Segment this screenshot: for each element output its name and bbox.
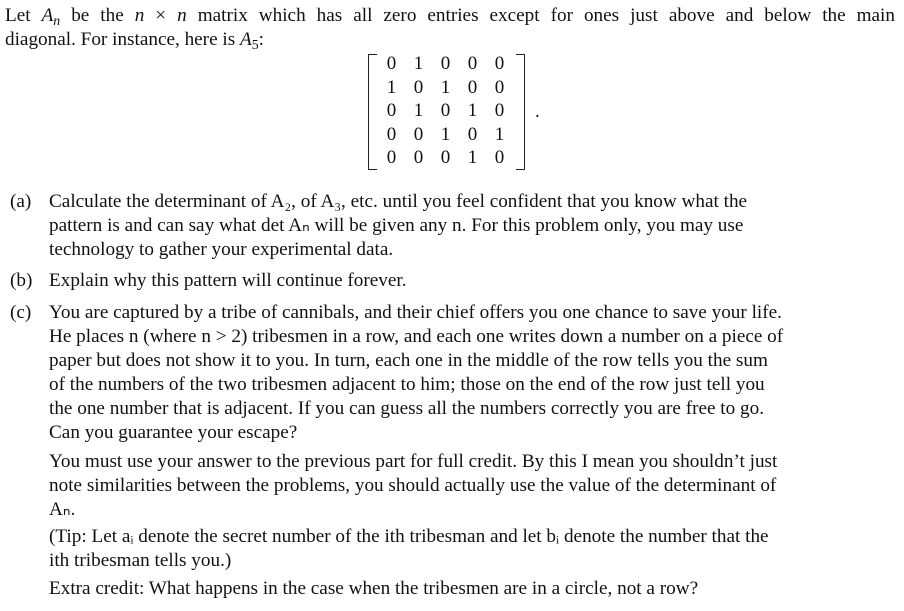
part-a-line: technology to gather your experimental data.	[49, 239, 394, 260]
matrix-cell: 0	[386, 100, 397, 121]
matrix-cell: 0	[413, 76, 424, 98]
matrix-cell: 0	[413, 147, 424, 168]
matrix-cell: 1	[386, 76, 397, 98]
left-bracket	[368, 54, 377, 170]
matrix-cell: 1	[413, 53, 424, 74]
matrix-cell: 0	[494, 147, 505, 168]
part-a-line: pattern is and can say what det Aₙ will be given any n. For this problem only, you may use	[49, 215, 744, 236]
part-label: (a)	[10, 191, 32, 212]
part-c-line: He places n (where n > 2) tribesmen in a row, and each one writes down a number on a piece of	[49, 326, 784, 347]
part-b-line: Explain why this pattern will continue forever.	[49, 270, 407, 291]
right-bracket	[516, 54, 525, 170]
matrix-grid	[378, 52, 513, 170]
matrix-cell: 1	[440, 123, 451, 145]
part-c-line: of the numbers of the two tribesmen adjacent to him; those on the end of the row just tell you	[49, 374, 765, 395]
intro-line-1: Let $A_n$ be the n × n matrix which has all zero entries except for ones just above and below the main	[5, 5, 895, 29]
matrix-cell: 0	[386, 147, 397, 168]
matrix-cell: 1	[494, 123, 505, 145]
matrix-cell: 0	[467, 76, 478, 98]
matrix-cell: 1	[467, 147, 478, 168]
part-c-requirement-line: Aₙ.	[49, 499, 76, 520]
part-c-line: Can you guarantee your escape?	[49, 422, 298, 443]
part-c-line: paper but does not show it to you. In turn, each one in the middle of the row tells you the sum	[49, 350, 768, 371]
tip-line: (Tip: Let aᵢ denote the secret number of the ith tribesman and let bᵢ denote the number that the	[49, 526, 769, 547]
extra-credit: Extra credit: What happens in the case when the tribesmen are in a circle, not a row?	[49, 578, 699, 599]
tip-line: ith tribesman tells you.)	[49, 550, 232, 571]
matrix-cell: 1	[440, 76, 451, 98]
matrix-cell: 0	[386, 123, 397, 145]
matrix-cell: 0	[494, 100, 505, 121]
part-c-line: You are captured by a tribe of cannibals, and their chief offers you one chance to save your life.	[49, 302, 782, 323]
part-c-requirement-line: You must use your answer to the previous part for full credit. By this I mean you shouldn’t just	[49, 451, 778, 472]
intro-paragraph	[5, 4, 895, 52]
matrix-cell: 0	[440, 53, 451, 74]
matrix-period: .	[535, 101, 540, 122]
matrix-cell: 0	[467, 53, 478, 74]
part-c-requirement-line: note similarities between the problems, you should actually use the value of the determinant of	[49, 475, 777, 496]
part-label: (c)	[10, 302, 32, 323]
part-label: (b)	[10, 270, 33, 291]
matrix-cell: 0	[494, 53, 505, 74]
matrix-cell: 0	[467, 123, 478, 145]
matrix-cell: 0	[494, 76, 505, 98]
matrix-cell: 1	[467, 100, 478, 121]
matrix-cell: 0	[386, 53, 397, 74]
matrix-cell: 0	[413, 123, 424, 145]
matrix-cell: 1	[413, 100, 424, 121]
part-a-line: Calculate the determinant of A₂, of A₃, etc. until you feel confident that you know what the	[49, 191, 748, 212]
intro-line-2: diagonal. For instance, here is $A_5$:	[5, 29, 264, 53]
matrix-cell: 0	[440, 147, 451, 168]
matrix-cell: 0	[440, 100, 451, 121]
part-c-line: the one number that is adjacent. If you can guess all the numbers correctly you are free to go.	[49, 398, 765, 419]
